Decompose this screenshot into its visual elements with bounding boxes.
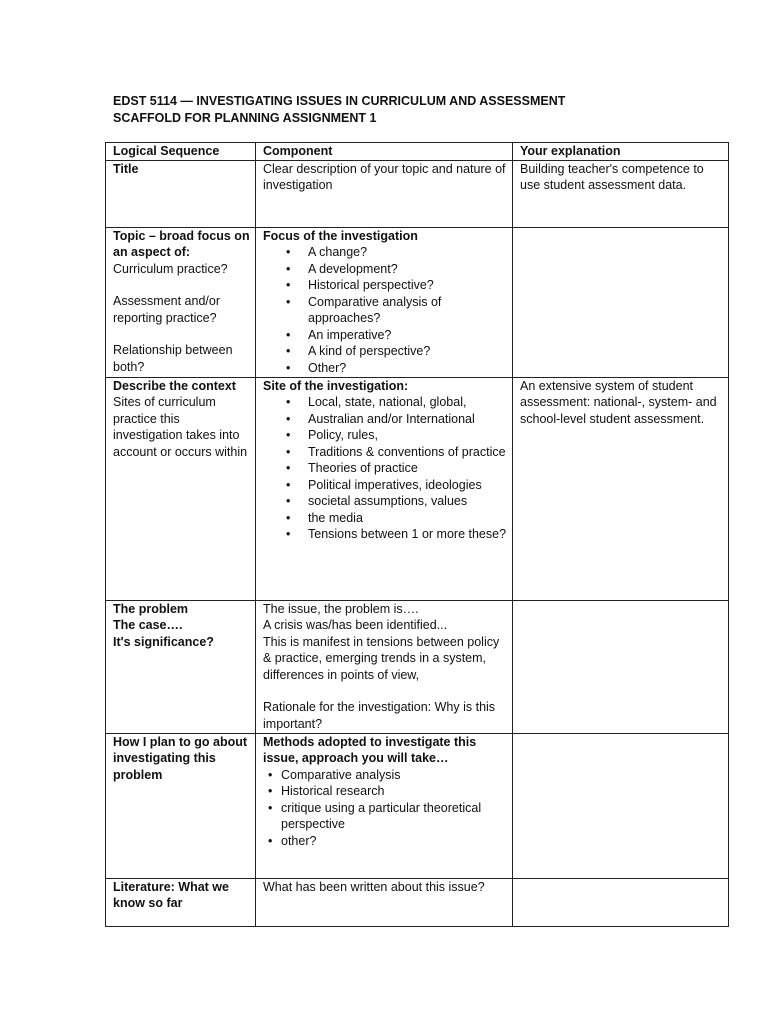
list-item: • A kind of perspective? — [308, 343, 508, 360]
list-item: • Local, state, national, global, — [308, 394, 508, 411]
component-cell-problem — [256, 600, 513, 733]
seq-cell-literature: Literature: What we know so far — [106, 878, 256, 926]
seq-cell-problem — [106, 600, 256, 733]
list-item: • societal assumptions, values — [308, 493, 508, 510]
seq-cell-plan: How I plan to go about investigating this problem — [106, 733, 256, 878]
list-item: • Comparative analysis — [281, 767, 508, 784]
list-item: • Traditions & conventions of practice — [308, 444, 508, 461]
list-item: • Policy, rules, — [308, 427, 508, 444]
topic-assessment: Assessment and/or reporting practice? — [113, 294, 220, 325]
component-cell-context — [256, 377, 513, 600]
table-row-problem — [106, 600, 729, 733]
list-item: • Other? — [308, 360, 508, 377]
list-item: • Comparative analysis of approaches? — [308, 294, 508, 327]
list-item: • A development? — [308, 261, 508, 278]
spacer — [113, 277, 251, 293]
table-header-row — [106, 143, 729, 161]
list-item: • other? — [281, 833, 508, 850]
topic-relationship: Relationship between both? — [113, 343, 233, 374]
header-component: Component — [256, 143, 513, 161]
focus-heading: Focus of the investigation — [263, 228, 418, 243]
list-item: • Tensions between 1 or more these? — [308, 526, 508, 543]
explanation-cell-title: Building teacher's competence to use student assessment data. — [513, 160, 729, 227]
explanation-cell-context: An extensive system of student assessment: national-, system- and school-level student assessment. — [513, 377, 729, 600]
list-item: • Australian and/or International — [308, 411, 508, 428]
list-item: • Political imperatives, ideologies — [308, 477, 508, 494]
component-cell-title: Clear description of your topic and nature of investigation — [256, 160, 513, 227]
seq-cell-topic — [106, 227, 256, 377]
spacer — [263, 683, 508, 699]
methods-list — [263, 767, 508, 850]
list-item: • A change? — [308, 244, 508, 261]
tensions-text: This is manifest in tensions between policy & practice, emerging trends in a system, differences in points of view, — [263, 634, 500, 682]
component-cell-topic — [256, 227, 513, 377]
problem-label: The problem — [113, 601, 189, 616]
list-item: • Historical research — [281, 783, 508, 800]
scaffold-title: SCAFFOLD FOR PLANNING ASSIGNMENT 1 — [113, 111, 377, 125]
component-cell-literature: What has been written about this issue? — [256, 878, 513, 926]
header-logical-sequence: Logical Sequence — [106, 143, 256, 161]
topic-curriculum: Curriculum practice? — [113, 261, 228, 276]
table-row-plan — [106, 733, 729, 878]
document-heading — [113, 93, 565, 127]
header-your-explanation: Your explanation — [513, 143, 729, 161]
context-description: Sites of curriculum practice this investigation takes into account or occurs within — [113, 395, 248, 459]
crisis-text: A crisis was/has been identified... — [263, 618, 448, 632]
methods-heading: Methods adopted to investigate this issue, approach you will take… — [263, 734, 477, 765]
site-heading: Site of the investigation: — [263, 378, 409, 393]
course-title: EDST 5114 — INVESTIGATING ISSUES IN CURRICULUM AND ASSESSMENT — [113, 94, 566, 108]
rationale-text: Rationale for the investigation: Why is this important? — [263, 700, 496, 731]
explanation-cell-plan — [513, 733, 729, 878]
list-item: • Theories of practice — [308, 460, 508, 477]
focus-list — [263, 244, 508, 376]
list-item: • An imperative? — [308, 327, 508, 344]
list-item: • the media — [308, 510, 508, 527]
explanation-cell-problem — [513, 600, 729, 733]
table-row-literature — [106, 878, 729, 926]
explanation-cell-topic — [513, 227, 729, 377]
site-list — [263, 394, 508, 543]
significance-label: It's significance? — [113, 634, 214, 649]
list-item: • Historical perspective? — [308, 277, 508, 294]
seq-cell-title: Title — [106, 160, 256, 227]
component-cell-plan — [256, 733, 513, 878]
table-row-title — [106, 160, 729, 227]
explanation-cell-literature — [513, 878, 729, 926]
seq-cell-context — [106, 377, 256, 600]
list-item: • critique using a particular theoretical perspective — [281, 800, 508, 833]
table-row-context — [106, 377, 729, 600]
context-label: Describe the context — [113, 378, 236, 393]
spacer — [113, 326, 251, 342]
case-label: The case…. — [113, 618, 183, 632]
issue-text: The issue, the problem is…. — [263, 601, 419, 616]
scaffold-table — [105, 142, 729, 927]
table-row-topic — [106, 227, 729, 377]
topic-label: Topic – broad focus on an aspect of: — [113, 228, 250, 259]
